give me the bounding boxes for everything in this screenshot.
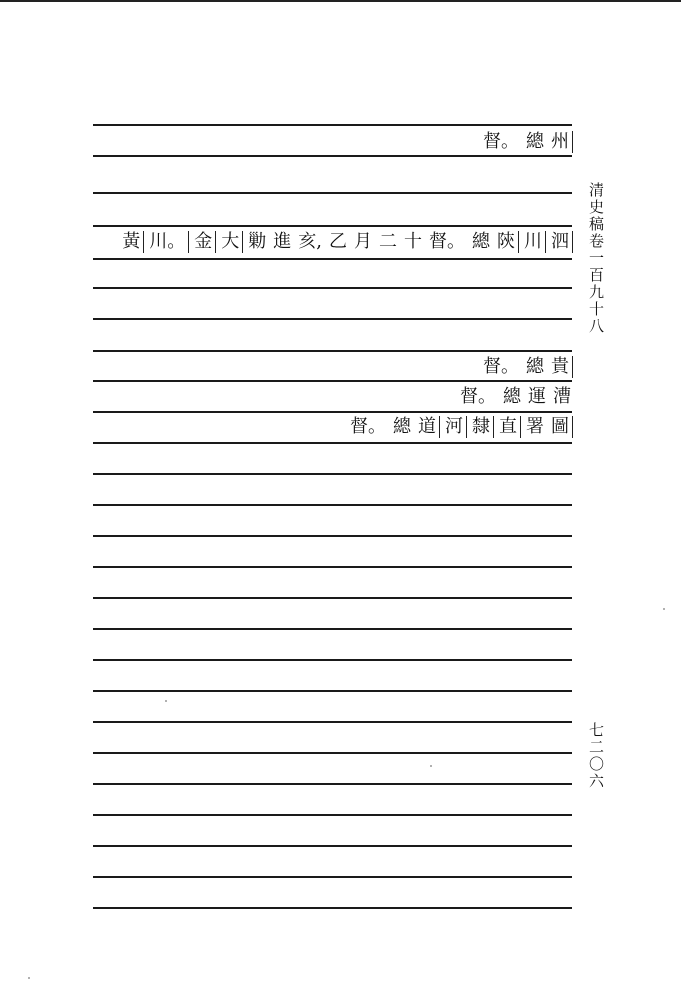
table-rule	[93, 566, 572, 568]
cell-text: 亥,	[298, 231, 322, 252]
table-rule	[93, 258, 572, 260]
table-rule	[93, 124, 572, 126]
table-row	[478, 352, 573, 382]
cell-text: 黃	[120, 231, 144, 253]
table-rule	[93, 783, 572, 785]
scan-speck	[430, 765, 432, 767]
table-rule	[93, 814, 572, 816]
cell-text: 二	[379, 231, 397, 252]
cell-text: 川。	[147, 231, 189, 253]
table-rule	[93, 752, 572, 754]
table-rule	[93, 845, 572, 847]
page-top-edge	[0, 0, 681, 2]
table-row	[455, 382, 573, 412]
cell-text: 總	[526, 356, 544, 377]
cell-text: 圖	[549, 416, 573, 438]
scan-speck	[165, 700, 167, 702]
page-number: 七二〇六	[587, 722, 605, 790]
cell-text: 總	[503, 386, 521, 407]
table-rule	[93, 473, 572, 475]
table-rule	[93, 628, 572, 630]
cell-text: 漕	[553, 386, 571, 407]
table-rule	[93, 318, 572, 320]
cell-text: 勦	[248, 231, 267, 252]
cell-text: 總	[393, 416, 411, 437]
table-row	[117, 227, 573, 257]
cell-text: 金	[192, 231, 216, 253]
cell-text: 進	[273, 231, 292, 252]
table-rule	[93, 442, 572, 444]
cell-text: 十	[404, 231, 422, 252]
cell-text: 督。	[460, 386, 496, 407]
cell-text: 運	[528, 386, 546, 407]
cell-text: 隸	[470, 416, 494, 438]
cell-province: 貴	[549, 356, 573, 378]
scan-speck	[28, 977, 30, 979]
cell-text: 直	[497, 416, 521, 438]
cell-province: 州	[549, 131, 573, 153]
table-rule	[93, 907, 572, 909]
cell-text: 道	[416, 416, 440, 438]
cell-text: 署	[526, 416, 544, 437]
cell-text: 乙	[329, 231, 347, 252]
scan-speck	[663, 608, 665, 610]
table-rule	[93, 690, 572, 692]
cell-text: 督。	[429, 231, 465, 252]
table-row	[478, 127, 573, 157]
cell-text: 總	[526, 131, 544, 152]
cell-text: 月	[354, 231, 372, 252]
cell-text: 陝	[495, 231, 519, 253]
cell-text: 督。	[483, 356, 519, 377]
table-rule	[93, 597, 572, 599]
cell-text: 大	[219, 231, 243, 253]
table-rule	[93, 504, 572, 506]
cell-text: 泗	[549, 231, 573, 253]
table-rule	[93, 192, 572, 194]
cell-text: 河	[443, 416, 467, 438]
cell-text: 總	[472, 231, 490, 252]
table-rule	[93, 721, 572, 723]
cell-text: 督。	[350, 416, 386, 437]
table-rule	[93, 876, 572, 878]
table-rule	[93, 535, 572, 537]
table-row	[345, 412, 573, 442]
table-rule	[93, 659, 572, 661]
table-rule	[93, 287, 572, 289]
margin-title: 清史稿卷一百九十八	[587, 182, 605, 335]
cell-text: 督。	[483, 131, 519, 152]
cell-text: 川	[522, 231, 546, 253]
